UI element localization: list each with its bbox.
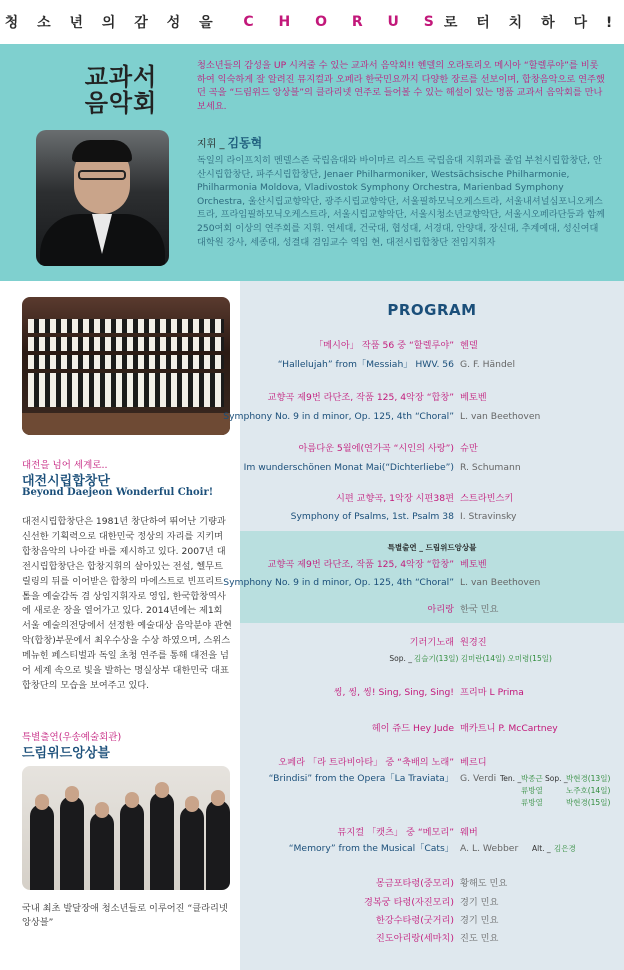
item-title-ko: 씽, 씽, 씽! Sing, Sing, Sing! bbox=[333, 687, 454, 698]
conductor-heading bbox=[197, 134, 262, 151]
title-line1: 교과서 bbox=[84, 62, 158, 91]
item-title-en: Im wunderschönen Monat Mai(“Dichterliebe”) bbox=[243, 462, 454, 473]
item-title-en: Symphony No. 9 in d minor, Op. 125, 4th “Choral” bbox=[223, 411, 454, 422]
item-title-en: Symphony of Psalms, 1st. Psalm 38 bbox=[290, 511, 454, 522]
choir-name: 대전시립합창단 bbox=[22, 474, 110, 489]
item-title-en: “Hallelujah” from「Messiah」 HWV. 56 bbox=[277, 359, 454, 370]
tenor-1: 박종근 bbox=[521, 774, 543, 783]
item-composer-en: A. L. Webber bbox=[460, 843, 519, 854]
soprano-soloists: 김슬기(13일) 김미란(14일) 오미령(15일) bbox=[414, 654, 552, 663]
program-section bbox=[223, 281, 624, 970]
conductor-name: 김동혁 bbox=[227, 136, 263, 150]
item-title-ko: 교향곡 제9번 라단조, 작품 125, 4악장 “합창” bbox=[267, 559, 454, 570]
item-composer-ko: 황해도 민요 bbox=[460, 878, 508, 889]
banner-chorus: C H O R U S bbox=[243, 14, 444, 30]
item-composer-ko: 슈만 bbox=[460, 443, 478, 454]
item-composer-ko: 경기 민요 bbox=[460, 915, 499, 926]
item-composer-en: L. van Beethoven bbox=[460, 577, 541, 588]
concert-intro-section bbox=[0, 44, 624, 281]
item-composer-en: G. Verdi bbox=[460, 773, 497, 784]
soprano-label-2: Sop. _ bbox=[545, 774, 568, 783]
soprano-label: Sop. _ bbox=[389, 654, 412, 663]
item-composer-ko: 스트라빈스키 bbox=[460, 493, 514, 504]
soprano-2: 노주호(14일) bbox=[566, 786, 611, 795]
item-composer-en: L. van Beethoven bbox=[460, 411, 541, 422]
tenor-3: 류방열 bbox=[521, 798, 543, 807]
alto-soloist: 김은경 bbox=[554, 844, 576, 853]
ensemble-photo bbox=[22, 766, 230, 890]
item-title-ko: 뮤지컬 「캣츠」 중 “메모리” bbox=[337, 827, 454, 838]
title-line2: 음악회 bbox=[84, 88, 158, 117]
item-title-ko: 경복궁 타령(자진모리) bbox=[364, 897, 454, 908]
item-title-ko: 헤이 쥬드 Hey Jude bbox=[371, 723, 454, 734]
item-title-ko: 교향곡 제9번 라단조, 작품 125, 4악장 “합창” bbox=[267, 392, 454, 403]
program-heading: PROGRAM bbox=[387, 301, 477, 319]
item-composer-ko: 프리마 L Prima bbox=[460, 687, 524, 698]
item-title-ko: 한강수타령(굿거리) bbox=[375, 915, 454, 926]
performers-column bbox=[0, 281, 240, 970]
choir-tagline: 대전을 넘어 세계로.. bbox=[22, 460, 108, 471]
concert-intro: 청소년들의 감성을 UP 시켜줄 수 있는 교과서 음악회!! 헨델의 오라토리오 메시아 “할렐루야”를 비롯하여 익숙하게 잘 알려진 뮤지컬과 오페라 한국민요까지 다양한 장르를 선보이며, 합창음악으로 연주했던 곡을 “드림위드 앙상블”의 클라리넷 연주로 들어볼 수 있는 해설이 있는 명품 교과서 음악회를 만나보세요. bbox=[197, 60, 605, 112]
item-composer-ko: 한국 민요 bbox=[460, 604, 499, 615]
conductor-label: 지휘 _ bbox=[197, 139, 225, 150]
tenor-label: Ten. _ bbox=[500, 774, 522, 783]
choir-description: 대전시립합창단은 1981년 창단하여 뛰어난 기량과 신선한 기획력으로 대한민국 정상의 자리를 지키며 합창음악의 나아갈 바를 제시하고 있다. 2007년 대전시립합창단은 합창지휘의 살아있는 전설, 헬무트 릴링의 뒤를 이어받은 합창의 마에스트로 빈프리트 톨을 예술감독 겸 상임지휘자로 영입, 한국합창역사에 새로운 장을 열어가고 있다. 2014년에는 제1회 서울 예술의전당에서 선정한 예술대상 음악분야 관현악(합창)부문에서 최우수상을 수상 하였으며, 스위스 메뉴힌 페스티벌과 독일 초청 연주를 통해 대전을 넘어 세계 속으로 빛을 발하는 명실상부 대한민국 대표 합창단의 모습을 보여주고 있다. bbox=[22, 516, 232, 691]
item-title-ko: 몽금포타령(중모리) bbox=[375, 878, 454, 889]
item-composer-ko: 베토벤 bbox=[460, 559, 487, 570]
choir-subtitle: Beyond Daejeon Wonderful Choir! bbox=[22, 487, 214, 498]
banner-part3: 로 터 치 하 다 ! bbox=[443, 15, 620, 31]
conductor-bio: 독일의 라이프치히 멘델스존 국립음대와 바이마르 리스트 국립음대 지휘과를 졸업 부천시립합창단, 안산시립합창단, 파주시립합창단, Jenaer Philharmoniker, Westsächsische Philharmonie, Philharmonia Moldova, Vladivostok Symphony Orchestra, Marienbad Symphony Orchestra, 울산시립교향악단, 광주시립교향악단, 서울필하모닉오케스트라, 서울내셔널심포니오케스트라, 프라임필하모닉오케스트라, 서울시립교향악단, 서울시청소년교향악단, 서울시오페라단등과 함께 250여회 이상의 연주회를 지휘. 연세대, 건국대, 협성대, 서경대, 안양대, 장신대, 추계예대, 성신여대 대학원 강사, 세종대, 성결대 겸임교수 역임 현, 대전시립합창단 전임지휘자 bbox=[197, 155, 605, 248]
item-composer-ko: 진도 민요 bbox=[460, 933, 499, 944]
item-title-ko: 시편 교향곡, 1악장 시편38편 bbox=[336, 493, 454, 504]
item-composer-ko: 원경진 bbox=[460, 637, 487, 648]
item-composer-en: G. F. Händel bbox=[460, 359, 516, 370]
soprano-3: 박현경(15일) bbox=[566, 798, 611, 807]
item-title-ko: 아리랑 bbox=[427, 604, 454, 615]
item-title-ko: 「메시아」 작품 56 중 “할렐루야” bbox=[313, 340, 454, 351]
item-title-en: “Brindisi” from the Opera「La Traviata」 bbox=[268, 773, 454, 784]
alto-label: Alt. _ bbox=[532, 844, 551, 853]
item-composer-ko: 베르디 bbox=[460, 757, 487, 768]
item-title-ko: 오페라 「라 트라비아타」 중 “축배의 노래” bbox=[278, 757, 454, 768]
item-composer-ko: 매카트니 P. McCartney bbox=[460, 723, 558, 734]
choir-photo bbox=[22, 297, 230, 435]
tenor-2: 류방열 bbox=[521, 786, 543, 795]
soprano-1: 박현경(13일) bbox=[566, 774, 611, 783]
ensemble-caption: 국내 최초 발달장애 청소년들로 이루어진 “클라리넷 앙상블” bbox=[22, 903, 228, 928]
item-composer-en: I. Stravinsky bbox=[460, 511, 517, 522]
conductor-photo bbox=[36, 130, 169, 266]
item-title-ko: 아름다운 5월에(연가곡 “시인의 사랑”) bbox=[298, 443, 454, 454]
top-banner bbox=[0, 0, 624, 44]
item-title-en: “Memory” from the Musical「Cats」 bbox=[288, 843, 454, 854]
item-composer-ko: 경기 민요 bbox=[460, 897, 499, 908]
concert-title bbox=[66, 64, 176, 116]
special-appearance-label: 특별출연 _ 드림위드앙상블 bbox=[387, 543, 477, 552]
banner-part1: 청 소 년 의 감 성 을 bbox=[4, 15, 220, 31]
ensemble-name: 드림위드앙상블 bbox=[22, 746, 110, 761]
special-tagline: 특별출연(우송예술회관) bbox=[22, 732, 122, 743]
item-title-ko: 진도아리랑(세마치) bbox=[375, 933, 454, 944]
item-composer-ko: 웨버 bbox=[460, 827, 478, 838]
item-composer-ko: 베토벤 bbox=[460, 392, 487, 403]
item-title-en: Symphony No. 9 in d minor, Op. 125, 4th “Choral” bbox=[223, 577, 454, 588]
item-composer-en: R. Schumann bbox=[460, 462, 521, 473]
item-title-ko: 기러기노래 bbox=[409, 637, 454, 648]
item-composer-ko: 헨델 bbox=[460, 340, 478, 351]
